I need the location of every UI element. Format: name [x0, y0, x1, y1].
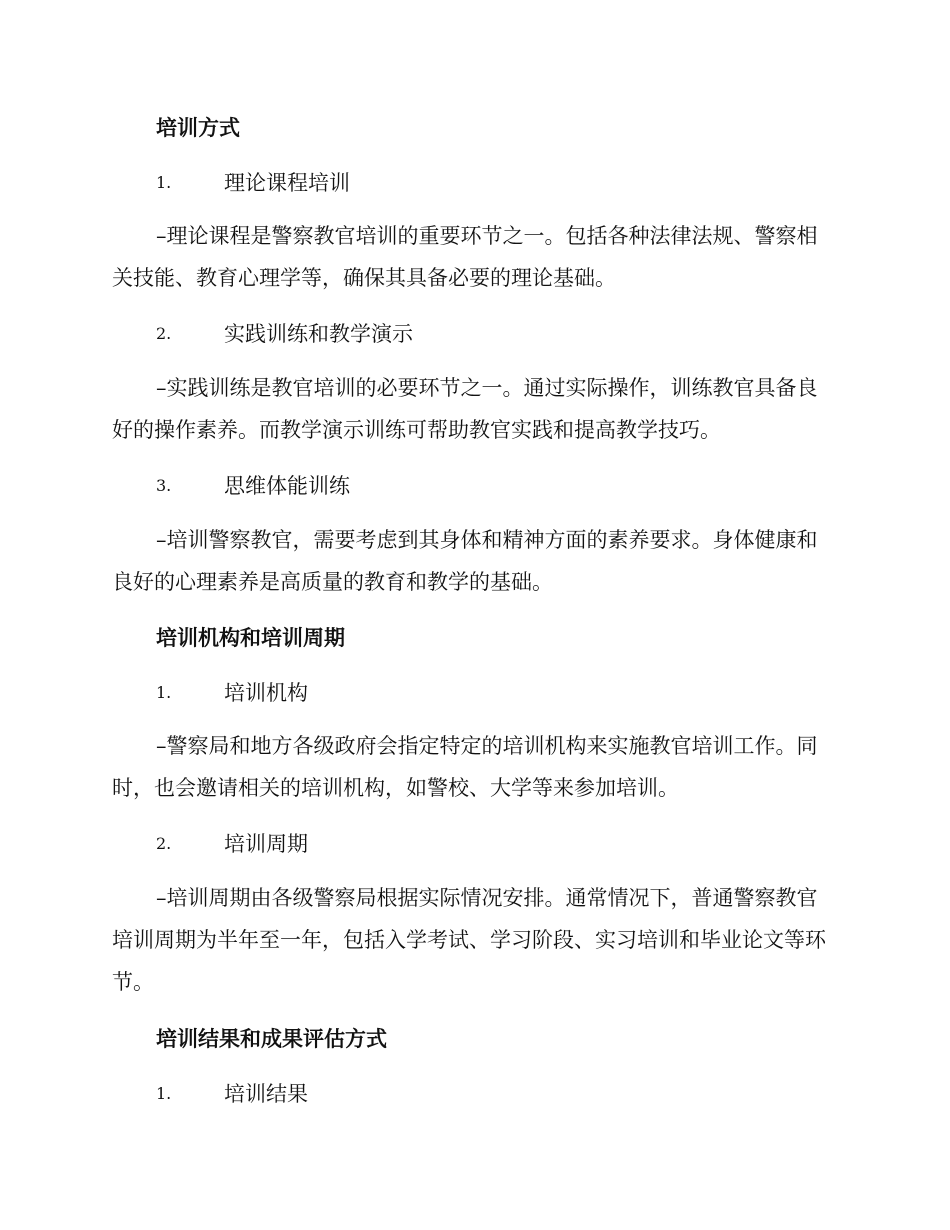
list-item-title: 理论课程培训 [224, 171, 350, 195]
list-item-number: 1. [156, 683, 172, 702]
section-heading-training-methods: 培训方式 [156, 115, 240, 140]
paragraph-practical-training: –实践训练是教官培训的必要环节之一。通过实际操作，训练教官具备良好的操作素养。而教学演示训练可帮助教官实践和提高教学技巧。 [112, 376, 818, 442]
section-heading-results-and-evaluation: 培训结果和成果评估方式 [156, 1026, 387, 1051]
list-item-number: 1. [156, 1084, 172, 1103]
list-item-number: 1. [156, 173, 172, 192]
paragraph-theory-course: –理论课程是警察教官培训的重要环节之一。包括各种法律法规、警察相关技能、教育心理学等，确保其具备必要的理论基础。 [112, 224, 818, 290]
list-item-number: 2. [156, 324, 172, 343]
list-item-number: 3. [156, 476, 172, 495]
list-item-number: 2. [156, 834, 172, 853]
section-heading-institutions-and-period: 培训机构和培训周期 [156, 625, 345, 650]
paragraph-training-institution: –警察局和地方各级政府会指定特定的培训机构来实施教官培训工作。同时，也会邀请相关的培训机构，如警校、大学等来参加培训。 [112, 734, 818, 800]
list-item-title: 培训机构 [224, 681, 308, 705]
paragraph-training-period: –培训周期由各级警察局根据实际情况安排。通常情况下，普通警察教官培训周期为半年至一年，包括入学考试、学习阶段、实习培训和毕业论文等环节。 [112, 886, 826, 994]
list-item-title: 思维体能训练 [224, 474, 350, 498]
list-item-title: 培训结果 [224, 1082, 308, 1106]
list-item-title: 培训周期 [224, 832, 308, 856]
list-item-title: 实践训练和教学演示 [224, 322, 413, 346]
paragraph-mental-physical-training: –培训警察教官，需要考虑到其身体和精神方面的素养要求。身体健康和良好的心理素养是高质量的教育和教学的基础。 [112, 528, 818, 594]
